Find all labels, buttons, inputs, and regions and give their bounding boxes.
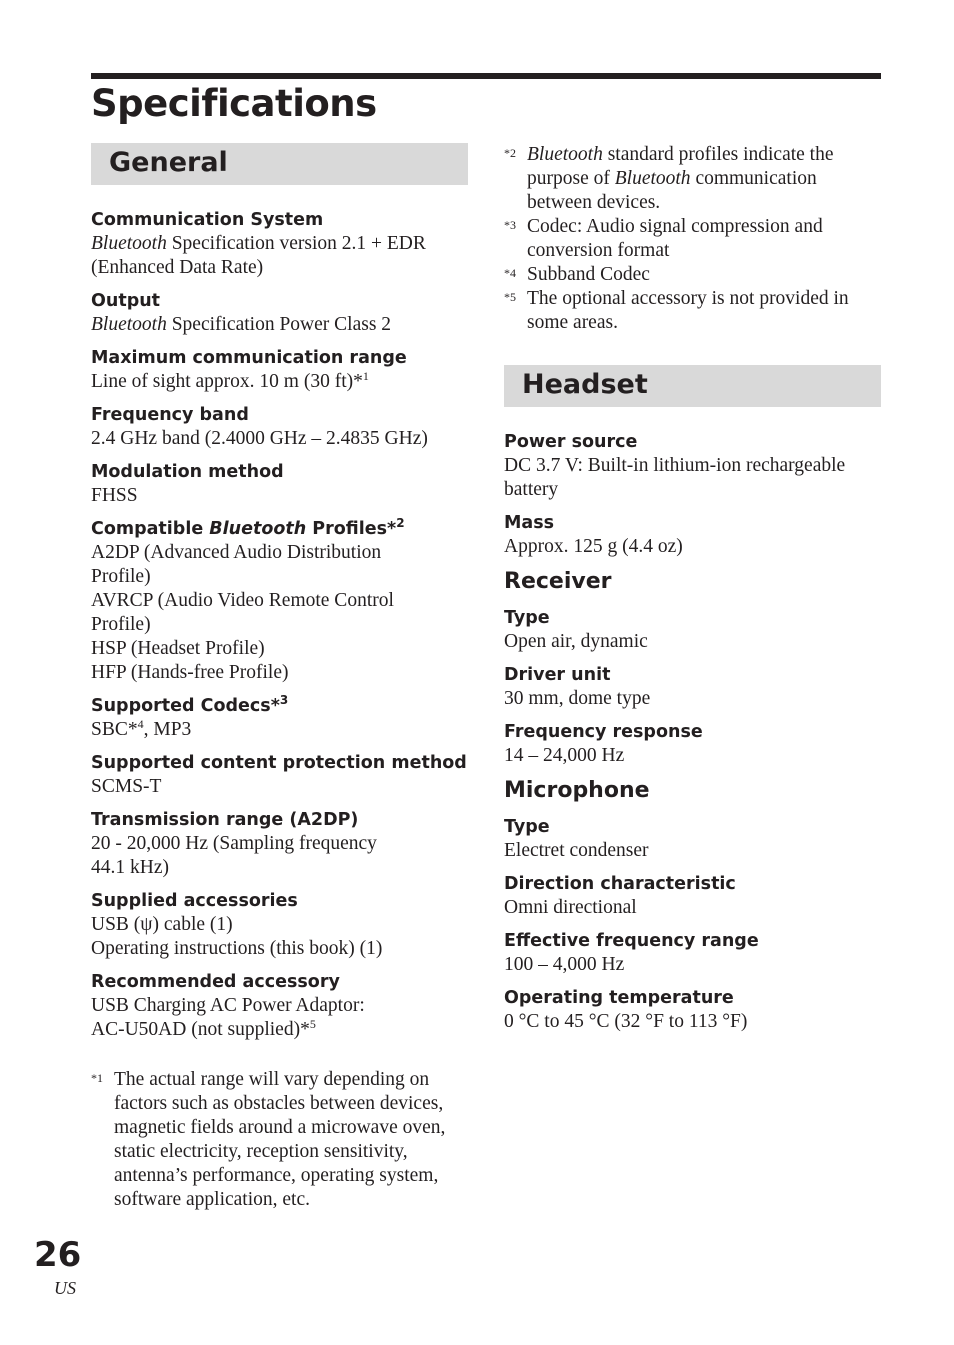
spec-value [91, 427, 468, 451]
spec-item-maximum-communication-range [91, 346, 468, 394]
spec-value [504, 896, 881, 920]
footnote-mark: *5 [504, 290, 516, 304]
spec-item-frequency-band [91, 403, 468, 451]
receiver-spec-list [504, 606, 881, 768]
spec-value-line: Profile) [91, 566, 151, 587]
spec-item-recommended-accessory [91, 970, 468, 1042]
footnote-text: Codec: Audio signal compression and conversion format [527, 216, 823, 261]
spec-item-supported-codecs [91, 694, 468, 742]
spec-value-line: SBC*$^4$, MP3 [91, 717, 192, 740]
spec-value [504, 839, 881, 863]
spec-label: Supported content protection method [91, 753, 467, 773]
general-heading: General [91, 143, 468, 185]
spec-item-mass [504, 511, 881, 559]
spec-value [91, 994, 468, 1042]
spec-item-supplied-accessories [91, 889, 468, 961]
spec-value [91, 484, 468, 508]
spec-item-operating-temperature [504, 986, 881, 1034]
spec-label: Type [504, 608, 550, 628]
spec-label: Output [91, 291, 161, 311]
spec-value [504, 630, 881, 654]
spec-label: Frequency response [504, 722, 703, 742]
spec-value-line: Bluetooth Specification version 2.1 + EDR [91, 233, 426, 254]
title-rule [91, 73, 881, 79]
spec-value-line: Omni directional [504, 897, 637, 918]
spec-label: Transmission range (A2DP) [91, 810, 359, 830]
footnote-text: Subband Codec [527, 264, 650, 285]
spec-value-line: USB (ψ) cable (1) [91, 914, 233, 935]
spec-value-line: 20 - 20,000 Hz (Sampling frequency [91, 833, 377, 854]
spec-value [504, 687, 881, 711]
spec-value-line: battery [504, 479, 559, 500]
spec-label: Frequency band [91, 405, 249, 425]
spec-item-communication-system [91, 208, 468, 280]
spec-value [504, 744, 881, 768]
spec-label: Type [504, 817, 550, 837]
footnote-list-right [504, 143, 881, 335]
spec-value [504, 454, 881, 502]
spec-value-line: Approx. 125 g (4.4 oz) [504, 536, 683, 557]
spec-value [91, 913, 468, 961]
footnote-mark: *4 [504, 266, 516, 280]
spec-value-line: Electret condenser [504, 840, 649, 861]
microphone-heading: Microphone [504, 778, 650, 803]
footnote-text: The optional accessory is not provided in some areas. [527, 288, 849, 333]
spec-value [504, 953, 881, 977]
receiver-heading: Receiver [504, 569, 612, 594]
spec-value [91, 232, 468, 280]
page-number: 26 [34, 1235, 82, 1275]
spec-value-line: A2DP (Advanced Audio Distribution [91, 542, 382, 563]
spec-value-line: Open air, dynamic [504, 631, 648, 652]
spec-label: Mass [504, 513, 555, 533]
spec-label: Compatible Bluetooth Profiles*$^2$ [91, 516, 405, 539]
right-column [504, 143, 881, 1034]
spec-item-output [91, 289, 468, 337]
footnote-text: Bluetooth standard profiles indicate the purpose of Bluetooth communication between devices. [527, 144, 834, 213]
spec-value [91, 313, 468, 337]
spec-item-type [504, 815, 881, 863]
footnote-mark: *2 [504, 146, 516, 160]
footnote-mark: *1 [91, 1071, 103, 1085]
spec-value [91, 832, 468, 880]
spec-item-effective-frequency-range [504, 929, 881, 977]
spec-label: Direction characteristic [504, 874, 736, 894]
spec-value-line: USB Charging AC Power Adaptor: [91, 995, 365, 1016]
spec-value-line: FHSS [91, 485, 138, 506]
general-spec-list [91, 208, 468, 1042]
spec-item-type [504, 606, 881, 654]
spec-value [504, 1010, 881, 1034]
spec-value [91, 370, 468, 394]
spec-value-line: Operating instructions (this book) (1) [91, 938, 383, 959]
footnote-mark: *3 [504, 218, 516, 232]
footnote-5 [504, 287, 881, 335]
spec-item-transmission-range-a2dp [91, 808, 468, 880]
spec-value-line: 100 – 4,000 Hz [504, 954, 625, 975]
spec-item-compatible-bluetooth-profiles [91, 517, 468, 685]
spec-item-power-source [504, 430, 881, 502]
spec-value-line: Bluetooth Specification Power Class 2 [91, 314, 392, 335]
spec-value-line: 0 °C to 45 °C (32 °F to 113 °F) [504, 1011, 748, 1032]
spec-value-line: HSP (Headset Profile) [91, 638, 265, 659]
spec-value-line: DC 3.7 V: Built-in lithium-ion rechargeable [504, 455, 846, 476]
spec-value-line: 30 mm, dome type [504, 688, 651, 709]
footnote-4 [504, 263, 881, 287]
spec-value-line: HFP (Hands-free Profile) [91, 662, 289, 683]
spec-value-line: Line of sight approx. 10 m (30 ft)*$^1$ [91, 369, 369, 392]
spec-label: Effective frequency range [504, 931, 759, 951]
footnote-3 [504, 215, 881, 263]
spec-value-line: SCMS-T [91, 776, 162, 797]
footnote-text: The actual range will vary depending on factors such as obstacles between devices, magnetic fields around a microwave oven, static electricity, reception sensitivity, antenna’s performance, operating system, software application, etc. [114, 1069, 446, 1210]
spec-label: Modulation method [91, 462, 284, 482]
page-region: US [54, 1278, 76, 1298]
footnote-1 [91, 1068, 468, 1212]
spec-label: Supplied accessories [91, 891, 298, 911]
page-title: Specifications [91, 82, 377, 125]
spec-label: Power source [504, 432, 638, 452]
spec-value-line: AVRCP (Audio Video Remote Control [91, 590, 394, 611]
spec-item-direction-characteristic [504, 872, 881, 920]
footnote-list-left [91, 1068, 468, 1212]
microphone-spec-list [504, 815, 881, 1034]
spec-value-line: 44.1 kHz) [91, 857, 169, 878]
spec-label: Supported Codecs*$^3$ [91, 693, 289, 716]
footnote-2 [504, 143, 881, 215]
spec-value [91, 541, 468, 685]
spec-value [91, 718, 468, 742]
spec-value-line: 2.4 GHz band (2.4000 GHz – 2.4835 GHz) [91, 428, 428, 449]
spec-value-line: 14 – 24,000 Hz [504, 745, 625, 766]
headset-spec-list [504, 430, 881, 559]
spec-item-supported-content-protection-method [91, 751, 468, 799]
spec-item-frequency-response [504, 720, 881, 768]
spec-value [91, 775, 468, 799]
spec-label: Operating temperature [504, 988, 734, 1008]
spec-item-driver-unit [504, 663, 881, 711]
spec-label: Driver unit [504, 665, 611, 685]
spec-label: Maximum communication range [91, 348, 407, 368]
spec-value-line: (Enhanced Data Rate) [91, 257, 264, 278]
spec-value [504, 535, 881, 559]
spec-label: Recommended accessory [91, 972, 340, 992]
spec-label: Communication System [91, 210, 324, 230]
left-column [91, 143, 468, 1212]
spec-item-modulation-method [91, 460, 468, 508]
spec-value-line: Profile) [91, 614, 151, 635]
spec-value-line: AC-U50AD (not supplied)*$^5$ [91, 1017, 316, 1040]
headset-heading: Headset [504, 365, 881, 407]
